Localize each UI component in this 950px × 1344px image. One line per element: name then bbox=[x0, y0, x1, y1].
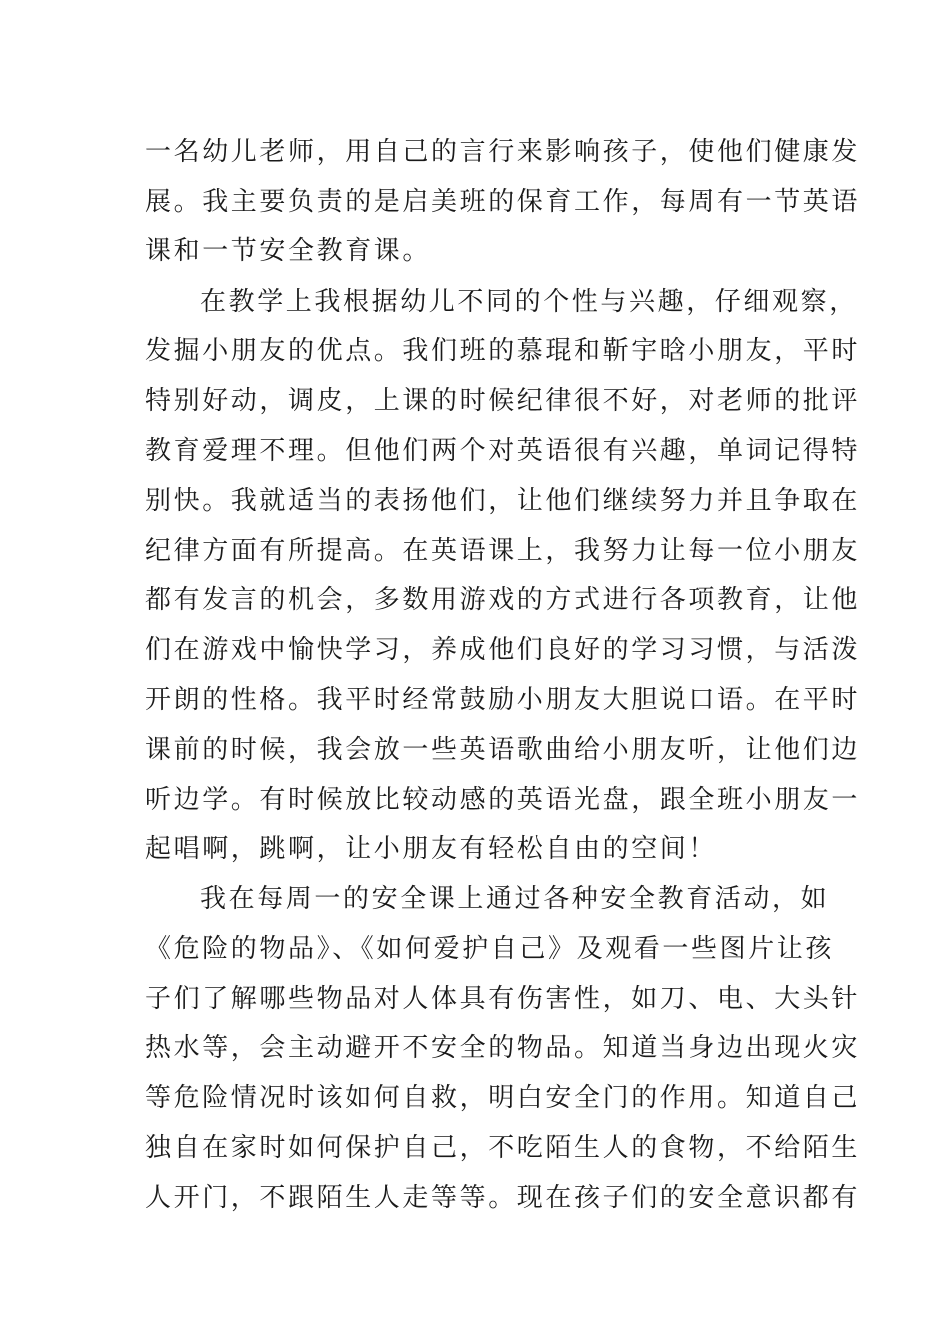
text-line: 都有发言的机会，多数用游戏的方式进行各项教育，让他 bbox=[145, 585, 861, 615]
text-line: 课前的时候，我会放一些英语歌曲给小朋友听，让他们边 bbox=[145, 735, 861, 765]
text-line: 别快。我就适当的表扬他们，让他们继续努力并且争取在 bbox=[145, 486, 861, 516]
text-line: 特别好动，调皮，上课的时候纪律很不好，对老师的批评 bbox=[145, 386, 861, 416]
text-line: 人开门，不跟陌生人走等等。现在孩子们的安全意识都有 bbox=[145, 1183, 861, 1213]
text-line: 展。我主要负责的是启美班的保育工作，每周有一节英语 bbox=[145, 187, 861, 217]
text-line: 开朗的性格。我平时经常鼓励小朋友大胆说口语。在平时 bbox=[145, 685, 861, 715]
text-line: 一名幼儿老师，用自己的言行来影响孩子，使他们健康发 bbox=[145, 137, 861, 167]
text-line: 起唱啊，跳啊，让小朋友有轻松自由的空间！ bbox=[145, 834, 718, 864]
text-line: 热水等，会主动避开不安全的物品。知道当身边出现火灾 bbox=[145, 1033, 861, 1063]
text-line: 《危险的物品》、《如何爱护自己》及观看一些图片让孩 bbox=[145, 934, 835, 964]
text-line: 子们了解哪些物品对人体具有伤害性，如刀、电、大头针 bbox=[145, 984, 861, 1014]
text-line: 们在游戏中愉快学习，养成他们良好的学习习惯，与活泼 bbox=[145, 635, 861, 665]
text-line: 课和一节安全教育课。 bbox=[145, 236, 432, 266]
text-line: 听边学。有时候放比较动感的英语光盘，跟全班小朋友一 bbox=[145, 785, 861, 815]
text-line: 独自在家时如何保护自己，不吃陌生人的食物，不给陌生 bbox=[145, 1133, 861, 1163]
text-line: 教育爱理不理。但他们两个对英语很有兴趣，单词记得特 bbox=[145, 436, 861, 466]
paragraph-first-line: 我在每周一的安全课上通过各种安全教育活动，如 bbox=[200, 884, 830, 914]
text-line: 发掘小朋友的优点。我们班的慕琨和靳宇晗小朋友，平时 bbox=[145, 336, 861, 366]
text-line: 纪律方面有所提高。在英语课上，我努力让每一位小朋友 bbox=[145, 536, 861, 566]
text-line: 等危险情况时该如何自救，明白安全门的作用。知道自己 bbox=[145, 1083, 861, 1113]
paragraph-first-line: 在教学上我根据幼儿不同的个性与兴趣，仔细观察， bbox=[200, 287, 858, 317]
